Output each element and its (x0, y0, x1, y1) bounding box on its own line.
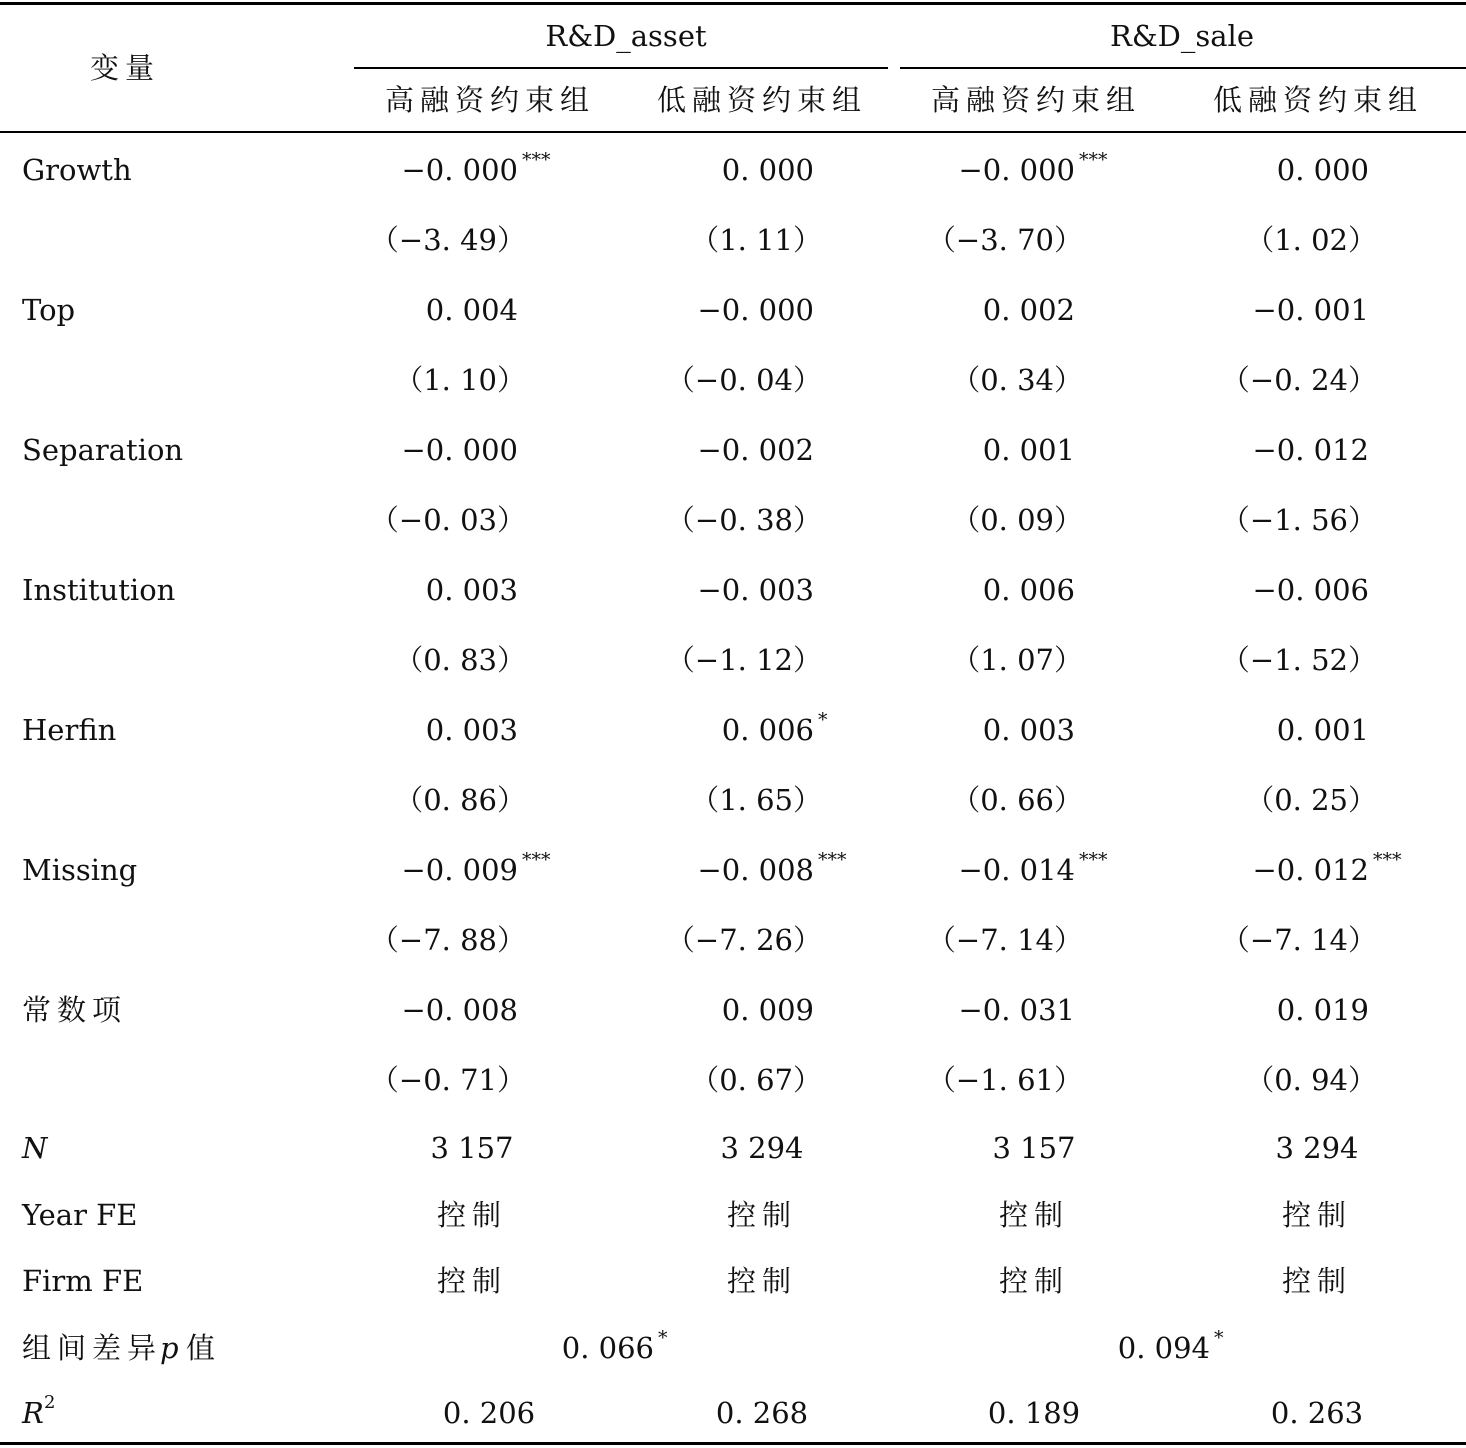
tstat-cell: （−1. 12） (665, 643, 822, 677)
group-rule-sale (900, 67, 1466, 69)
n-cell: 3 157 (992, 1131, 1076, 1165)
coef-cell: 0. 001 (1276, 713, 1369, 747)
significance-stars: *** (1079, 849, 1108, 871)
coef-cell: 0. 019 (1276, 993, 1369, 1027)
year-fe-cell: 控制 (436, 1198, 507, 1232)
coef-cell: −0. 009 (401, 853, 518, 887)
r2-cell: 0. 189 (987, 1396, 1081, 1430)
coef-cell: −0. 031 (958, 993, 1075, 1027)
table-top-rule (0, 2, 1466, 5)
r2-cell: 0. 263 (1270, 1396, 1364, 1430)
r2-cell: 0. 206 (442, 1396, 536, 1430)
coef-cell: 0. 003 (425, 713, 518, 747)
tstat-cell: （−7. 14） (1220, 923, 1377, 957)
pdiff-cell: 0. 094 (1117, 1331, 1210, 1365)
tstat-cell: （−0. 03） (369, 503, 526, 537)
tstat-cell: （0. 67） (690, 1063, 822, 1097)
tstat-cell: （−3. 70） (926, 223, 1083, 257)
firm-fe-cell: 控制 (1281, 1264, 1352, 1298)
tstat-cell: （−0. 71） (369, 1063, 526, 1097)
row-label-pdiff: 组间差异 (22, 1331, 163, 1365)
coef-cell: 0. 006 (721, 713, 814, 747)
coef-cell: −0. 008 (401, 993, 518, 1027)
coef-cell: 0. 001 (982, 433, 1075, 467)
row-label: Missing (22, 853, 138, 887)
header-sub-low-asset: 低融资约束组 (656, 83, 867, 117)
coef-cell: −0. 000 (958, 153, 1075, 187)
n-cell: 3 157 (430, 1131, 514, 1165)
coef-cell: 0. 003 (982, 713, 1075, 747)
n-cell: 3 294 (720, 1131, 804, 1165)
coef-cell: −0. 012 (1252, 853, 1369, 887)
coef-cell: −0. 014 (958, 853, 1075, 887)
row-label-r2-sup: 2 (44, 1392, 56, 1413)
coef-cell: −0. 012 (1252, 433, 1369, 467)
coef-cell: 0. 000 (1276, 153, 1369, 187)
significance-stars: *** (522, 849, 551, 871)
n-cell: 3 294 (1275, 1131, 1359, 1165)
firm-fe-cell: 控制 (998, 1264, 1069, 1298)
tstat-cell: （−1. 56） (1220, 503, 1377, 537)
row-label-pdiff-p: p (160, 1331, 179, 1365)
row-label-firm-fe: Firm FE (22, 1264, 144, 1298)
tstat-cell: （0. 09） (951, 503, 1083, 537)
row-label: Separation (22, 433, 184, 467)
significance-stars: * (658, 1327, 668, 1349)
significance-stars: * (1214, 1327, 1224, 1349)
coef-cell: −0. 003 (697, 573, 814, 607)
row-label-pdiff-post: 值 (186, 1331, 222, 1365)
tstat-cell: （0. 94） (1245, 1063, 1377, 1097)
header-sub-high-sale: 高融资约束组 (930, 83, 1141, 117)
tstat-cell: （0. 83） (394, 643, 526, 677)
table-bottom-rule (0, 1442, 1466, 1445)
group-rule-asset (354, 67, 888, 69)
table-header-rule (0, 131, 1466, 133)
tstat-cell: （−0. 04） (665, 363, 822, 397)
tstat-cell: （−1. 61） (926, 1063, 1083, 1097)
pdiff-cell: 0. 066 (561, 1331, 654, 1365)
header-sub-high-asset: 高融资约束组 (384, 83, 595, 117)
coef-cell: 0. 006 (982, 573, 1075, 607)
coef-cell: 0. 009 (721, 993, 814, 1027)
row-label: Top (22, 293, 76, 327)
significance-stars: * (818, 709, 828, 731)
tstat-cell: （0. 25） (1245, 783, 1377, 817)
tstat-cell: （1. 07） (951, 643, 1083, 677)
coef-cell: −0. 000 (697, 293, 814, 327)
row-label-year-fe: Year FE (22, 1198, 138, 1232)
year-fe-cell: 控制 (1281, 1198, 1352, 1232)
coef-cell: −0. 008 (697, 853, 814, 887)
tstat-cell: （0. 66） (951, 783, 1083, 817)
coef-cell: −0. 006 (1252, 573, 1369, 607)
coef-cell: 0. 004 (425, 293, 518, 327)
tstat-cell: （−7. 88） (369, 923, 526, 957)
coef-cell: −0. 001 (1252, 293, 1369, 327)
row-label: Herfin (22, 713, 117, 747)
tstat-cell: （−0. 24） (1220, 363, 1377, 397)
year-fe-cell: 控制 (998, 1198, 1069, 1232)
row-label: 常数项 (22, 993, 128, 1027)
header-variable: 变量 (90, 51, 161, 85)
tstat-cell: （1. 10） (394, 363, 526, 397)
header-sub-low-sale: 低融资约束组 (1212, 83, 1423, 117)
tstat-cell: （−0. 38） (665, 503, 822, 537)
firm-fe-cell: 控制 (726, 1264, 797, 1298)
coef-cell: 0. 000 (721, 153, 814, 187)
firm-fe-cell: 控制 (436, 1264, 507, 1298)
coef-cell: 0. 002 (982, 293, 1075, 327)
row-label: Growth (22, 153, 132, 187)
tstat-cell: （−3. 49） (369, 223, 526, 257)
year-fe-cell: 控制 (726, 1198, 797, 1232)
tstat-cell: （0. 34） (951, 363, 1083, 397)
header-group-sale: R&D_sale (1109, 19, 1254, 53)
significance-stars: *** (818, 849, 847, 871)
tstat-cell: （1. 65） (690, 783, 822, 817)
tstat-cell: （1. 02） (1245, 223, 1377, 257)
coef-cell: −0. 000 (401, 153, 518, 187)
coef-cell: 0. 003 (425, 573, 518, 607)
row-label: Institution (22, 573, 176, 607)
significance-stars: *** (522, 149, 551, 171)
tstat-cell: （−1. 52） (1220, 643, 1377, 677)
coef-cell: −0. 000 (401, 433, 518, 467)
tstat-cell: （−7. 14） (926, 923, 1083, 957)
header-group-asset: R&D_asset (545, 19, 707, 53)
row-label-n: N (22, 1131, 48, 1165)
r2-cell: 0. 268 (715, 1396, 809, 1430)
row-label-r2: R (22, 1396, 44, 1430)
tstat-cell: （−7. 26） (665, 923, 822, 957)
significance-stars: *** (1079, 149, 1108, 171)
tstat-cell: （1. 11） (690, 223, 822, 257)
significance-stars: *** (1373, 849, 1402, 871)
coef-cell: −0. 002 (697, 433, 814, 467)
tstat-cell: （0. 86） (394, 783, 526, 817)
